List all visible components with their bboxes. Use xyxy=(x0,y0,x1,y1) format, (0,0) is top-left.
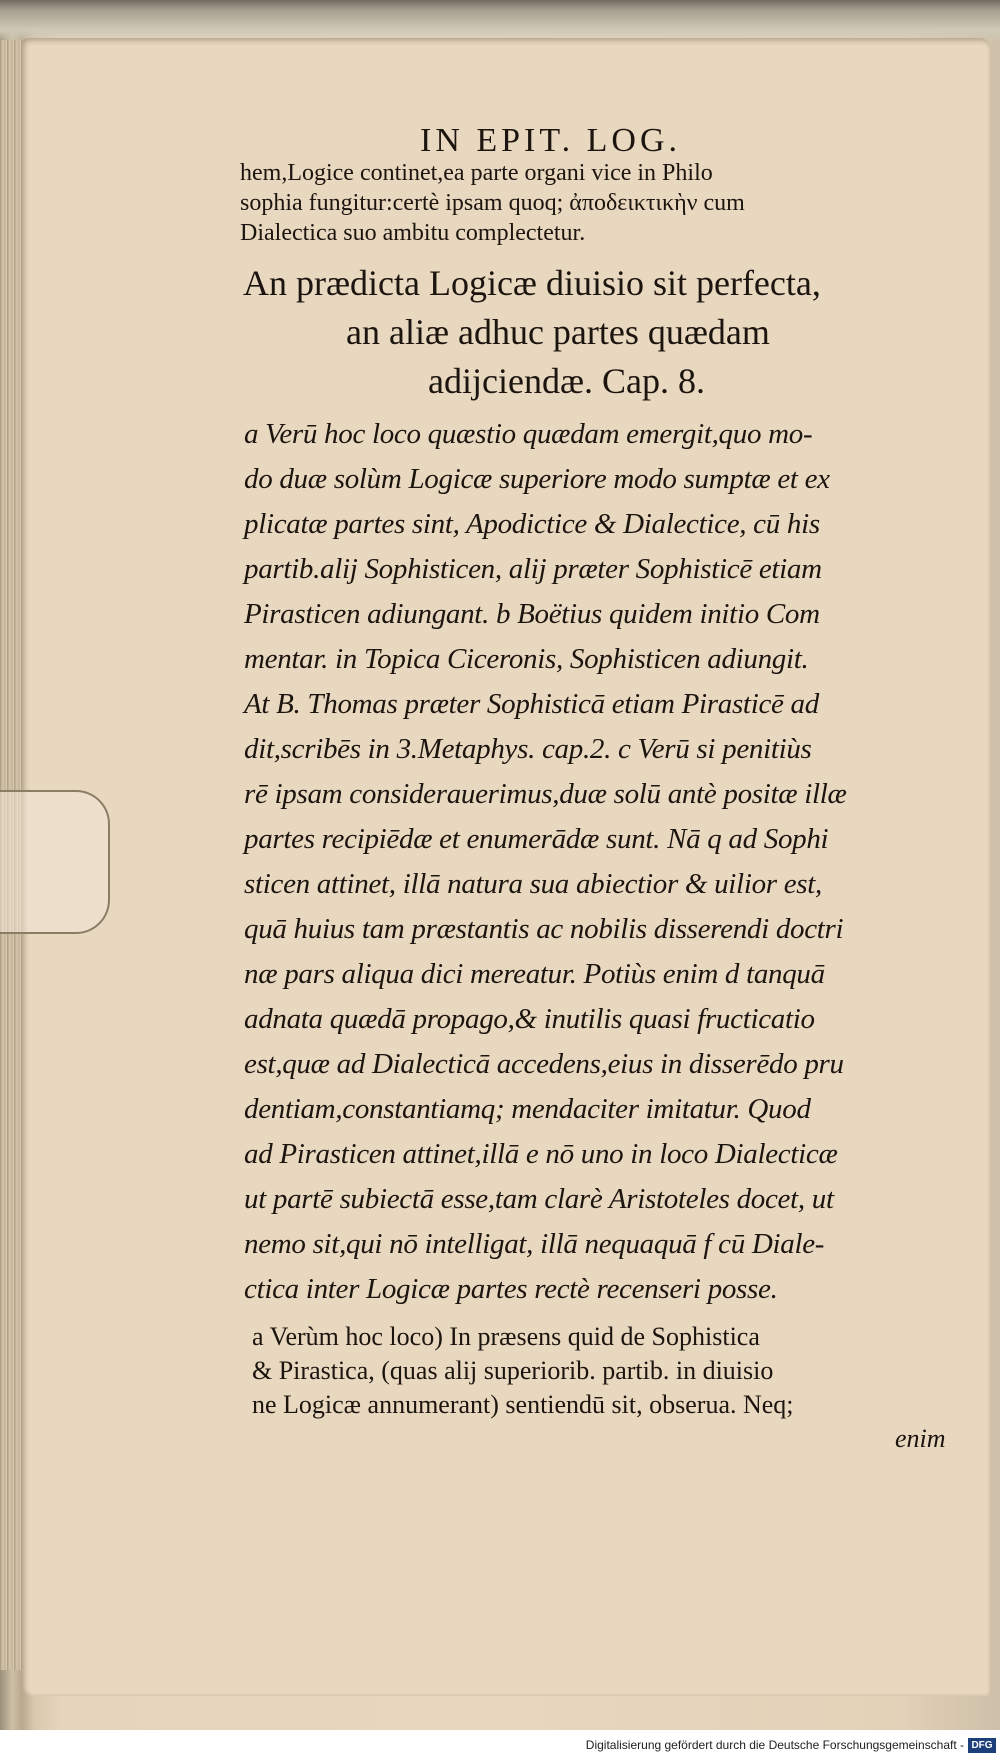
body-line: At B. Thomas præter Sophisticā etiam Pirasticē ad xyxy=(244,688,819,720)
catchword: enim xyxy=(895,1424,946,1453)
chapter-heading-line: adijciendæ. Cap. 8. xyxy=(428,361,705,401)
body-line: sticen attinet, illā natura sua abiectior & uilior est, xyxy=(244,868,822,900)
body-line: nemo sit,qui nō intelligat, illā nequaquā f cū Diale- xyxy=(244,1228,825,1260)
footnote-line: ne Logicæ annumerant) sentiendū sit, obserua. Neq; xyxy=(252,1390,794,1419)
body-line: dentiam,constantiamq; mendaciter imitatur. Quod xyxy=(244,1093,811,1125)
body-line: plicatæ partes sint, Apodictice & Dialectice, cū his xyxy=(244,508,820,540)
body-line: quā huius tam præstantis ac nobilis disserendi doctri xyxy=(244,913,844,945)
body-line: est,quæ ad Dialecticā accedens,eius in disserēdo pru xyxy=(244,1048,844,1080)
body-line: do duæ solùm Logicæ superiore modo sumptæ et ex xyxy=(244,463,830,495)
chapter-heading-line: an aliæ adhuc partes quædam xyxy=(346,312,770,352)
body-line: partib.alij Sophisticen, alij præter Sophisticē etiam xyxy=(244,553,822,585)
footnote-line: & Pirastica, (quas alij superiorib. partib. in diuisio xyxy=(252,1356,774,1385)
body-line: ut partē subiectā esse,tam clarè Aristoteles docet, ut xyxy=(244,1183,834,1215)
body-line: dit,scribēs in 3.Metaphys. cap.2. c Verū si penitiùs xyxy=(244,733,812,765)
chapter-heading-line: An prædicta Logicæ diuisio sit perfecta, xyxy=(243,263,821,303)
body-line: adnata quædā propago,& inutilis quasi fructicatio xyxy=(244,1003,815,1035)
body-line: mentar. in Topica Ciceronis, Sophisticen adiungit. xyxy=(244,643,809,675)
intro-line: sophia fungitur:certè ipsam quoq; ἀποδεικτικὴν cum xyxy=(240,190,745,216)
body-line: partes recipiēdæ et enumerādæ sunt. Nā q ad Sophi xyxy=(244,823,829,855)
intro-line: Dialectica suo ambitu complectetur. xyxy=(240,220,586,246)
dfg-logo: DFG xyxy=(968,1738,996,1753)
body-line: ctica inter Logicæ partes rectè recenseri posse. xyxy=(244,1273,778,1305)
bookmark-ribbon xyxy=(0,790,110,934)
footnote-line: a Verùm hoc loco) In præsens quid de Sophistica xyxy=(252,1322,760,1351)
body-line: næ pars aliqua dici mereatur. Potiùs enim d tanquā xyxy=(244,958,825,990)
intro-line: hem,Logice continet,ea parte organi vice in Philo xyxy=(240,160,713,186)
digitization-credit: Digitalisierung gefördert durch die Deutsche Forschungsgemeinschaft - xyxy=(585,1738,964,1752)
body-line: a Verū hoc loco quæstio quædam emergit,quo mo- xyxy=(244,418,813,450)
body-line: Pirasticen adiungant. b Boëtius quidem initio Com xyxy=(244,598,820,630)
body-line: ad Pirasticen attinet,illā e nō uno in loco Dialecticæ xyxy=(244,1138,838,1170)
body-line: rē ipsam considerauerimus,duæ solū antè positæ illæ xyxy=(244,778,847,810)
running-head: IN EPIT. LOG. xyxy=(420,122,681,159)
